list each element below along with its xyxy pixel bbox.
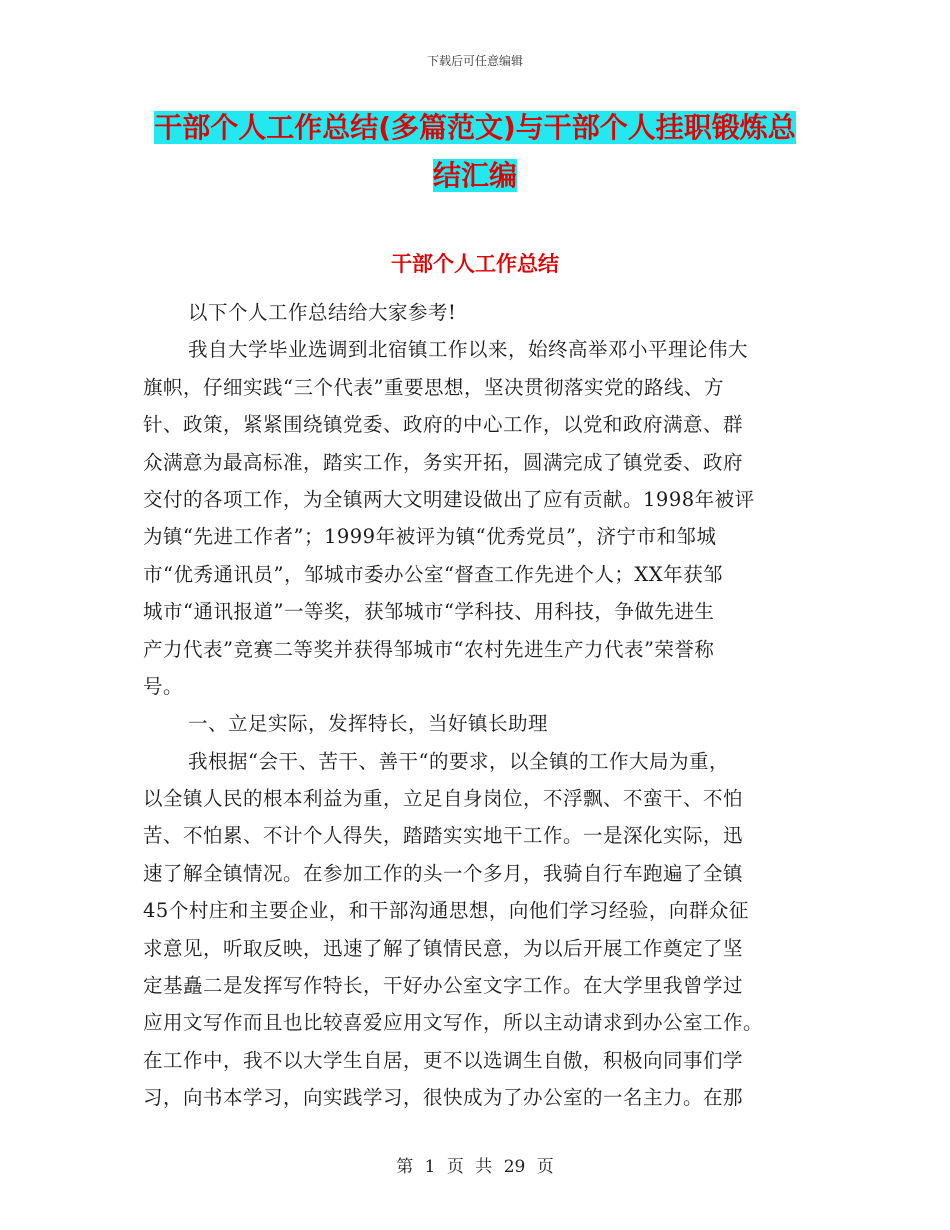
body-line: 苦、不怕累、不计个人得失，踏踏实实地干工作。一是深化实际，迅: [143, 824, 744, 848]
body-line: 定基矗二是发挥写作特长，干好办公室文字工作。在大学里我曾学过: [143, 974, 744, 998]
body-line: 市“优秀通讯员”，邹城市委办公室“督查工作先进个人；XX年获邹: [143, 562, 724, 586]
document-title-line-2: 结汇编: [432, 159, 517, 192]
document-title: [150, 104, 800, 200]
body-line: 以下个人工作总结给大家参考!: [188, 301, 457, 324]
body-line: 速了解全镇情况。在参加工作的头一个多月，我骑自行车跑遍了全镇: [143, 861, 744, 885]
section-title: 干部个人工作总结: [391, 252, 559, 276]
body-line: 习，向书本学习，向实践学习，很快成为了办公室的一名主力。在那: [143, 1086, 744, 1110]
body-line: 求意见，听取反映，迅速了解了镇情民意，为以后开展工作奠定了坚: [143, 936, 744, 960]
body-line: 城市“通讯报道”一等奖，获邹城市“学科技、用科技，争做先进生: [143, 600, 715, 624]
body-line: 产力代表”竞赛二等奖并获得邹城市“农村先进生产力代表”荣誉称: [143, 637, 715, 661]
body-line: 我自大学毕业选调到北宿镇工作以来，始终高举邓小平理论伟大: [188, 338, 749, 362]
body-line: 号。: [143, 674, 184, 698]
body-line: 45个村庄和主要企业，和干部沟通思想，向他们学习经验，向群众征: [143, 899, 749, 923]
body-line: 以全镇人民的根本利益为重，立足自身岗位，不浮飘、不蛮干、不怕: [143, 787, 744, 811]
body-text: [143, 294, 805, 1117]
body-line: 在工作中，我不以大学生自居，更不以选调生自傲，积极向同事们学: [143, 1048, 744, 1072]
page-footer: 第 1 页 共 29 页: [396, 1157, 554, 1177]
document-title-line-1: 干部个人工作总结(多篇范文)与干部个人挂职锻炼总: [154, 111, 796, 144]
body-line: 交付的各项工作，为全镇两大文明建设做出了应有贡献。1998年被评: [143, 487, 755, 511]
body-line: 针、政策，紧紧围绕镇党委、政府的中心工作，以党和政府满意、群: [143, 413, 744, 437]
body-line: 旗帜，仔细实践“三个代表”重要思想，坚决贯彻落实党的路线、方: [143, 375, 724, 399]
body-line: 一、立足实际，发挥特长，当好镇长助理: [188, 712, 549, 736]
body-line: 应用文写作而且也比较喜爱应用文写作，所以主动请求到办公室工作。: [143, 1011, 764, 1035]
body-line: 我根据“会干、苦干、善干“的要求，以全镇的工作大局为重，: [188, 749, 729, 773]
header-note: 下载后可任意编辑: [426, 54, 523, 68]
body-line: 为镇“先进工作者”；1999年被评为镇“优秀党员”，济宁市和邹城: [143, 525, 717, 549]
body-line: 众满意为最高标准，踏实工作，务实开拓，圆满完成了镇党委、政府: [143, 450, 744, 474]
